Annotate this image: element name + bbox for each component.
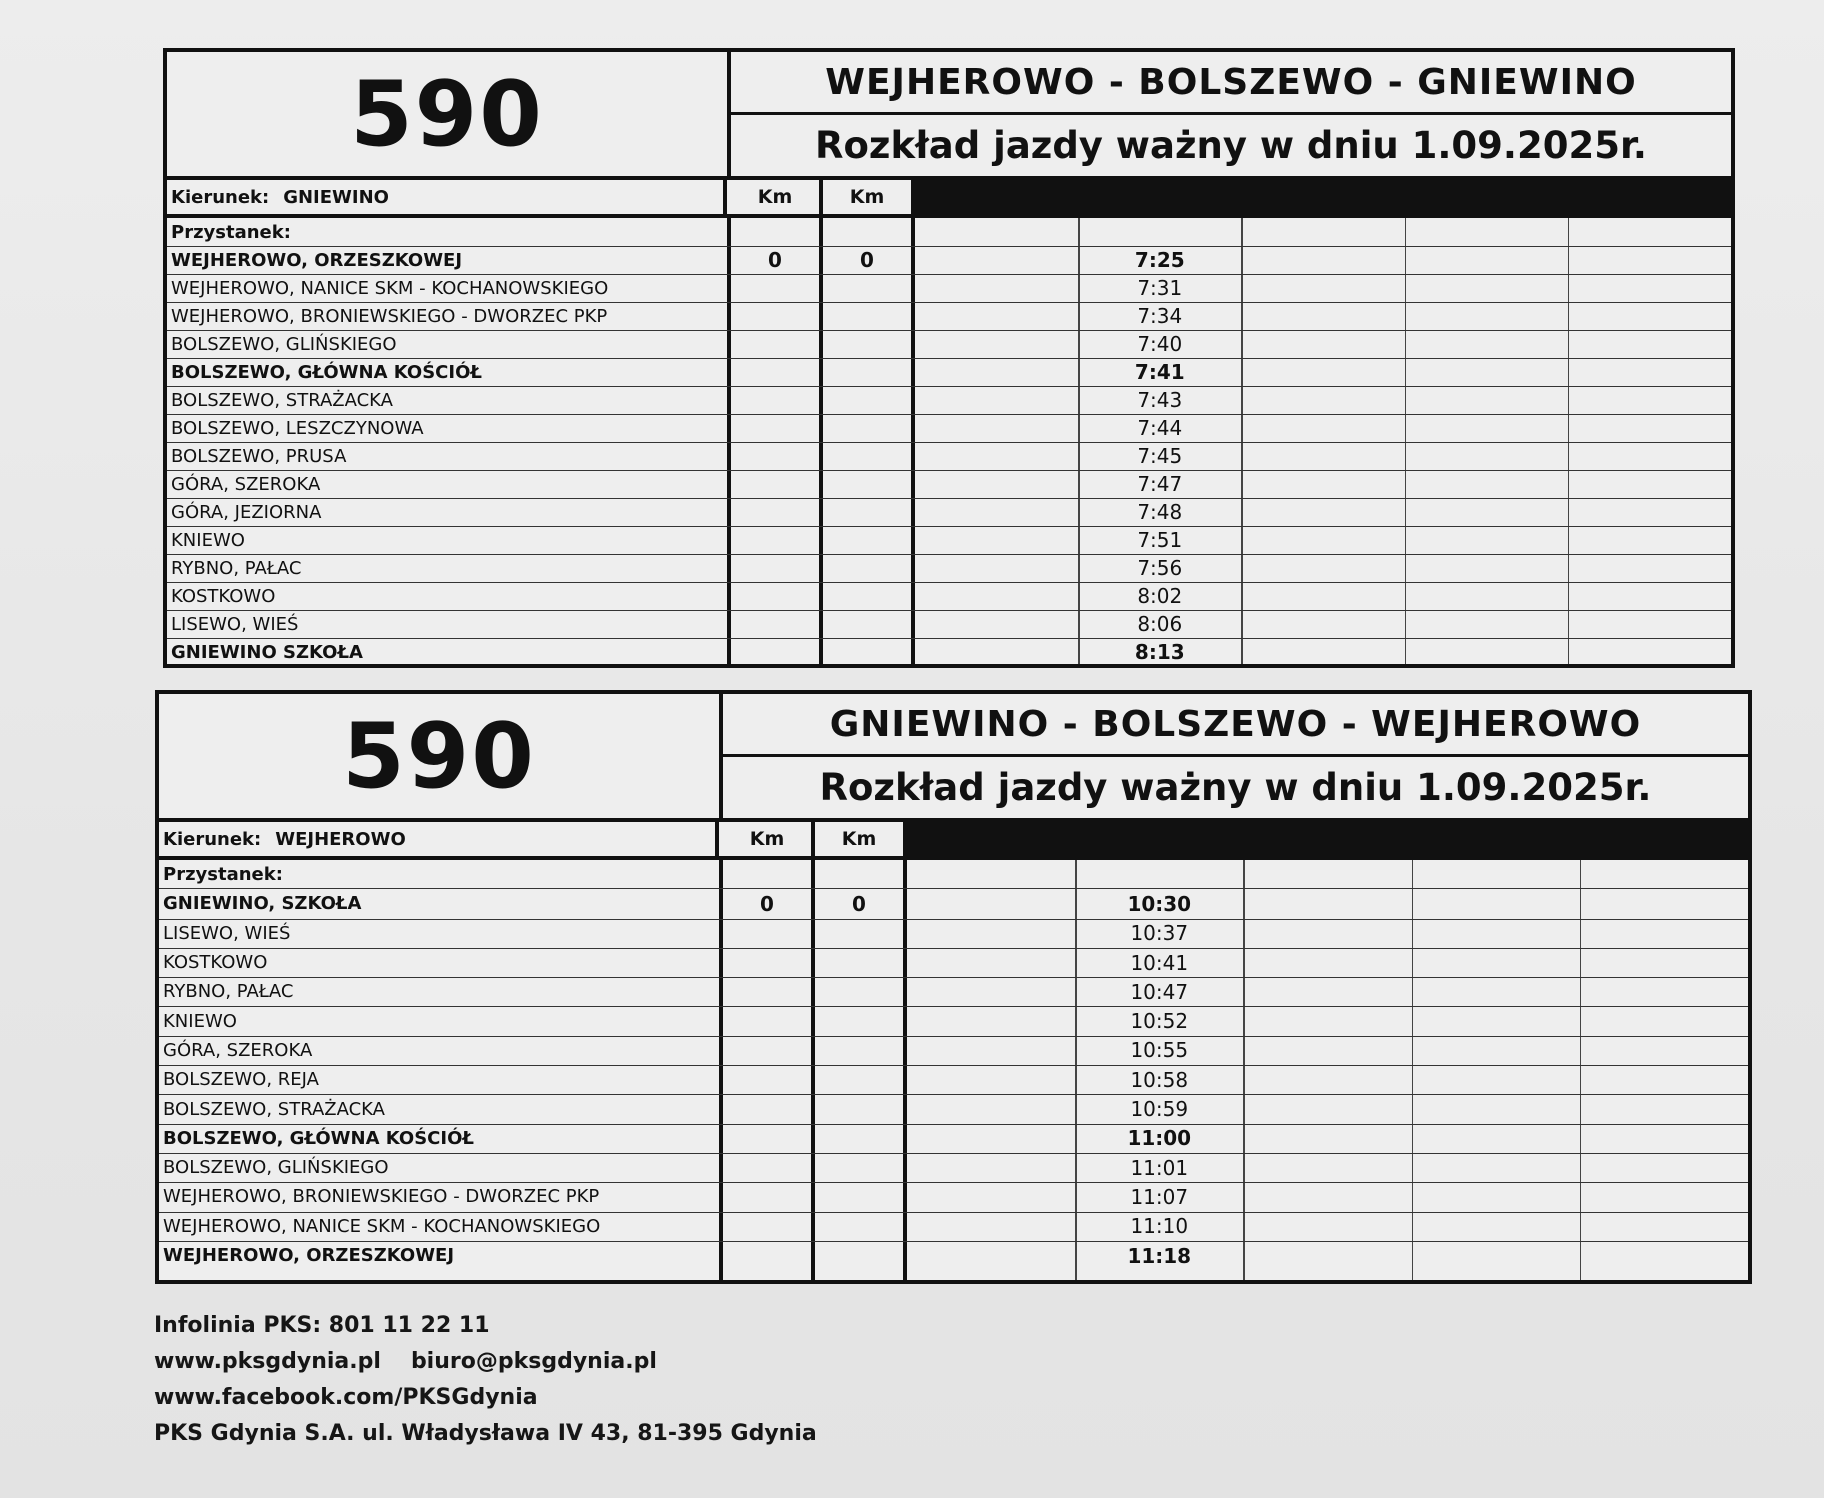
stops-label-row (159, 860, 1748, 889)
table-row (159, 1153, 1748, 1183)
departure-time: 7:40 (1137, 332, 1183, 356)
departure-time: 7:41 (1134, 360, 1185, 384)
stop-name: BOLSZEWO, STRAŻACKA (171, 389, 393, 411)
stop-name: BOLSZEWO, GŁÓWNA KOŚCIÓŁ (163, 1127, 474, 1149)
stop-name: WEJHEROWO, BRONIEWSKIEGO - DWORZEC PKP (171, 305, 608, 327)
km-value-1: 0 (760, 891, 774, 916)
departure-time: 7:56 (1137, 556, 1183, 580)
stop-name: BOLSZEWO, GŁÓWNA KOŚCIÓŁ (171, 361, 482, 383)
table-row (159, 1212, 1748, 1242)
stop-name: GÓRA, SZEROKA (171, 473, 321, 495)
departure-time: 10:52 (1130, 1009, 1189, 1034)
departure-time: 11:01 (1130, 1155, 1189, 1180)
table-row (159, 948, 1748, 978)
facebook-link[interactable]: www.facebook.com/PKSGdynia (154, 1385, 538, 1410)
table-row (167, 330, 1731, 359)
validity-date: Rozkład jazdy ważny w dniu 1.09.2025r. (815, 124, 1647, 167)
km-header-1: Km (723, 822, 815, 856)
departure-time: 8:13 (1134, 640, 1185, 664)
direction-label: Kierunek: (163, 828, 262, 850)
table-row (167, 246, 1731, 275)
stop-name: RYBNO, PAŁAC (163, 981, 294, 1003)
km-value-1: 0 (768, 248, 782, 272)
departure-time: 10:55 (1130, 1038, 1189, 1063)
table-row (167, 582, 1731, 611)
stop-name: GÓRA, SZEROKA (163, 1039, 313, 1061)
departures-header-bar (907, 822, 1748, 856)
stop-name: WEJHEROWO, BRONIEWSKIEGO - DWORZEC PKP (163, 1186, 600, 1208)
departure-time: 7:51 (1137, 528, 1183, 552)
departure-time: 7:45 (1137, 444, 1183, 468)
stop-name: RYBNO, PAŁAC (171, 557, 302, 579)
departure-time: 10:58 (1130, 1067, 1189, 1092)
departure-time: 7:43 (1137, 388, 1183, 412)
table-row (167, 442, 1731, 471)
timetable-wejherowo (155, 690, 1752, 1284)
stop-name: LISEWO, WIEŚ (171, 613, 299, 635)
direction-label: Kierunek: (171, 186, 270, 208)
table-row (159, 1036, 1748, 1066)
departure-time: 10:37 (1130, 921, 1189, 946)
stop-name: WEJHEROWO, ORZESZKOWEJ (171, 249, 463, 271)
stops-label: Przystanek: (163, 863, 283, 885)
table-row (167, 554, 1731, 583)
route-title: GNIEWINO - BOLSZEWO - WEJHEROWO (723, 694, 1748, 757)
departures-header-bar (915, 180, 1731, 214)
stop-name: WEJHEROWO, NANICE SKM - KOCHANOWSKIEGO (171, 277, 609, 299)
stop-name: GÓRA, JEZIORNA (171, 501, 322, 523)
route-title: WEJHEROWO - BOLSZEWO - GNIEWINO (731, 52, 1731, 115)
table-row (167, 610, 1731, 639)
table-row (167, 358, 1731, 387)
table-row (159, 1182, 1748, 1212)
stop-name: GNIEWINO, SZKOŁA (163, 893, 362, 915)
departure-time: 10:30 (1127, 891, 1192, 916)
direction-value: WEJHEROWO (275, 828, 406, 850)
stop-name: BOLSZEWO, PRUSA (171, 445, 347, 467)
stop-name: KNIEWO (171, 529, 245, 551)
table-row (159, 977, 1748, 1007)
table-row (159, 1094, 1748, 1124)
departure-time: 11:00 (1127, 1126, 1192, 1151)
km-header-1: Km (731, 180, 823, 214)
website-email-line (154, 1344, 817, 1380)
line-number: 590 (159, 694, 723, 818)
stops-label: Przystanek: (171, 221, 291, 243)
departure-time: 7:34 (1137, 304, 1183, 328)
departure-time: 10:41 (1130, 950, 1189, 975)
stop-name: GNIEWINO SZKOŁA (171, 641, 363, 663)
departure-time: 7:48 (1137, 500, 1183, 524)
departure-time: 10:59 (1130, 1097, 1189, 1122)
email-link[interactable]: biuro@pksgdynia.pl (410, 1349, 657, 1374)
stops-body (167, 218, 1731, 664)
timetable-gniewino (163, 48, 1735, 668)
stop-name: BOLSZEWO, REJA (163, 1069, 319, 1091)
company-address: PKS Gdynia S.A. ul. Władysława IV 43, 81-395 Gdynia (154, 1421, 817, 1446)
departure-time: 7:47 (1137, 472, 1183, 496)
departure-time: 7:25 (1134, 248, 1185, 272)
direction-value: GNIEWINO (283, 186, 389, 208)
departure-time: 11:07 (1130, 1184, 1189, 1209)
stop-name: BOLSZEWO, STRAŻACKA (163, 1098, 385, 1120)
departure-time: 8:06 (1137, 612, 1183, 636)
website-link[interactable]: www.pksgdynia.pl (154, 1349, 381, 1374)
infoline: Infolinia PKS: 801 11 22 11 (154, 1313, 490, 1338)
stop-name: KOSTKOWO (171, 585, 276, 607)
table-row (167, 386, 1731, 415)
km-header-2: Km (823, 180, 915, 214)
table-row (167, 414, 1731, 443)
departure-time: 10:47 (1130, 979, 1189, 1004)
stop-name: KNIEWO (163, 1010, 237, 1032)
departure-time: 11:18 (1127, 1243, 1192, 1268)
km-value-2: 0 (852, 891, 866, 916)
timetable-header (159, 694, 1748, 822)
departure-time: 7:31 (1137, 276, 1183, 300)
table-row (167, 498, 1731, 527)
stops-label-row (167, 218, 1731, 247)
stop-name: KOSTKOWO (163, 952, 268, 974)
stop-name: BOLSZEWO, GLIŃSKIEGO (163, 1157, 389, 1179)
line-number: 590 (167, 52, 731, 176)
table-row (167, 274, 1731, 303)
contact-footer (154, 1308, 817, 1452)
stop-name: LISEWO, WIEŚ (163, 922, 291, 944)
km-value-2: 0 (860, 248, 874, 272)
direction (159, 822, 719, 856)
stop-name: BOLSZEWO, LESZCZYNOWA (171, 417, 424, 439)
direction (167, 180, 727, 214)
table-row (159, 889, 1748, 919)
departure-time: 8:02 (1137, 584, 1183, 608)
stop-name: WEJHEROWO, ORZESZKOWEJ (163, 1245, 455, 1267)
table-row (159, 1065, 1748, 1095)
column-header-row (167, 180, 1731, 218)
table-row (159, 919, 1748, 949)
stops-body (159, 860, 1748, 1280)
column-header-row (159, 822, 1748, 860)
departure-time: 11:10 (1130, 1214, 1189, 1239)
table-row (159, 1124, 1748, 1154)
table-row (159, 1007, 1748, 1037)
table-row (159, 1241, 1748, 1270)
km-header-2: Km (815, 822, 907, 856)
timetable-header (167, 52, 1731, 180)
table-row (167, 302, 1731, 331)
stop-name: WEJHEROWO, NANICE SKM - KOCHANOWSKIEGO (163, 1215, 601, 1237)
departure-time: 7:44 (1137, 416, 1183, 440)
validity-date: Rozkład jazdy ważny w dniu 1.09.2025r. (819, 766, 1652, 809)
table-row (167, 638, 1731, 666)
table-row (167, 470, 1731, 499)
stop-name: BOLSZEWO, GLIŃSKIEGO (171, 333, 397, 355)
table-row (167, 526, 1731, 555)
